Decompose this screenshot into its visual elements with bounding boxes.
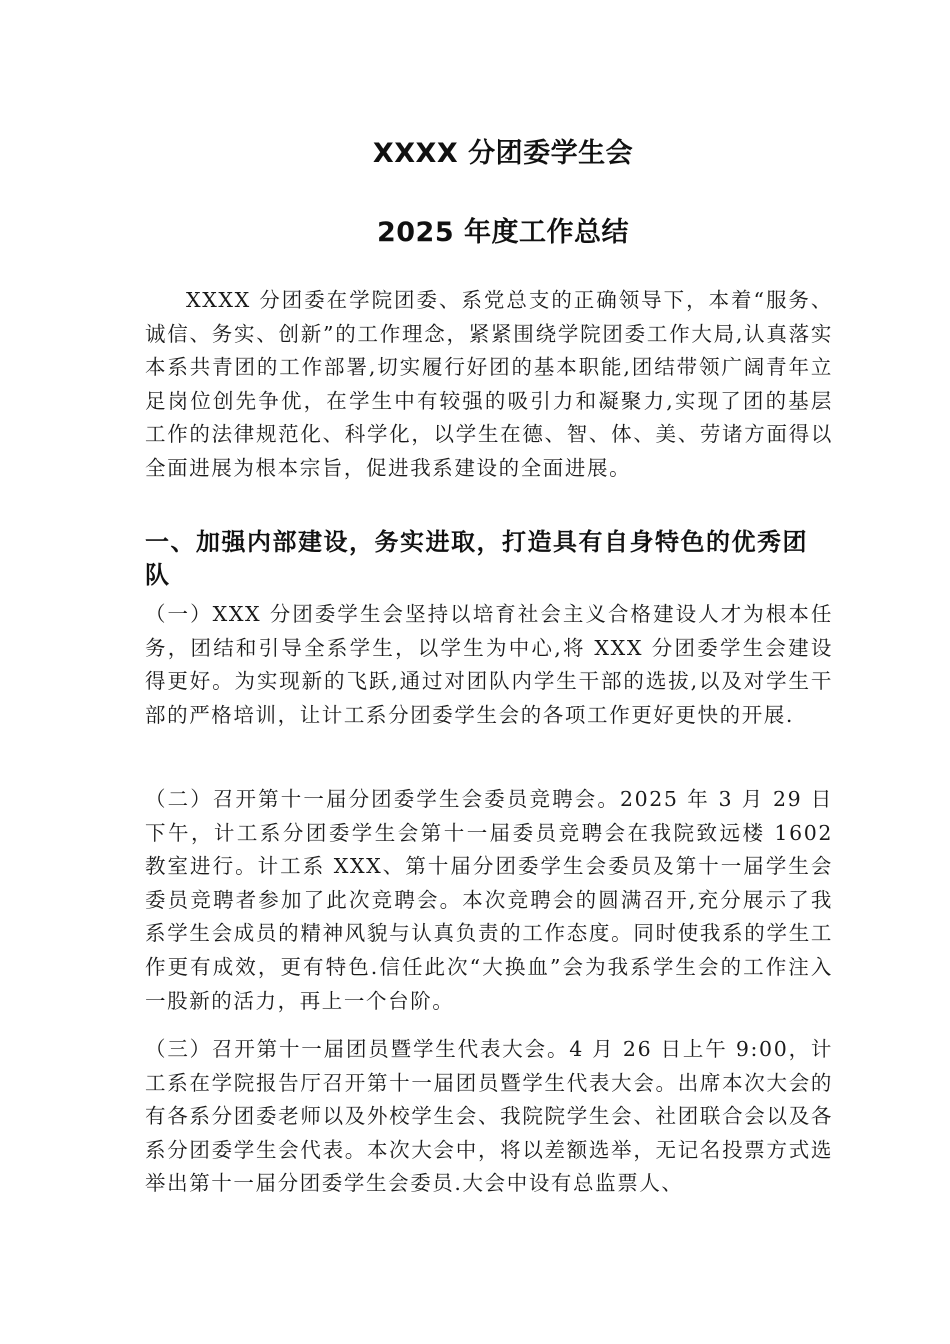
paragraph-item-1: （一）XXX 分团委学生会坚持以培育社会主义合格建设人才为根本任务，团结和引导全系学生，以学生为中心,将 XXX 分团委学生会建设得更好。为实现新的飞跃,通过对团队内学生干部的选拔,以及对学生干部的严格培训，让计工系分团委学生会的各项工作更好更快的开展. (145, 602, 833, 727)
intro-paragraph: XXXX 分团委在学院团委、系党总支的正确领导下，本着“服务、诚信、务实、创新”的工作理念，紧紧围绕学院团委工作大局,认真落实本系共青团的工作部署,切实履行好团的基本职能,团结带领广阔青年立足岗位创先争优，在学生中有较强的吸引力和凝聚力,实现了团的基层工作的法律规范化、科学化，以学生在德、智、体、美、劳诸方面得以全面进展为根本宗旨，促进我系建设的全面进展。 (145, 288, 833, 480)
paragraph-item-3: （三）召开第十一届团员暨学生代表大会。4 月 26 日上午 9:00，计工系在学院报告厅召开第十一届团员暨学生代表大会。出席本次大会的有各系分团委老师以及外校学生会、我院院学生会、社团联合会以及各系分团委学生会代表。本次大会中，将以差额选举，无记名投票方式选举出第十一届分团委学生会委员.大会中设有总监票人、 (145, 1037, 833, 1196)
paragraph-item-2: （二）召开第十一届分团委学生会委员竞聘会。2025 年 3 月 29 日下午，计工系分团委学生会第十一届委员竞聘会在我院致远楼 1602 教室进行。计工系 XXX、第十届分团委学生会委员及第十一届学生会委员竞聘者参加了此次竞聘会。本次竞聘会的圆满召开,充分展示了我系学生会成员的精神风貌与认真负责的工作态度。同时使我系的学生工作更有成效，更有特色.信任此次“大换血”会为我系学生会的工作注入一股新的活力，再上一个台阶。 (145, 787, 833, 1013)
section-heading: 一、加强内部建设，务实进取，打造具有自身特色的优秀团队 (145, 528, 808, 589)
document-subtitle: 2025 年度工作总结 (376, 217, 630, 248)
document-title: XXXX 分团委学生会 (372, 138, 634, 169)
